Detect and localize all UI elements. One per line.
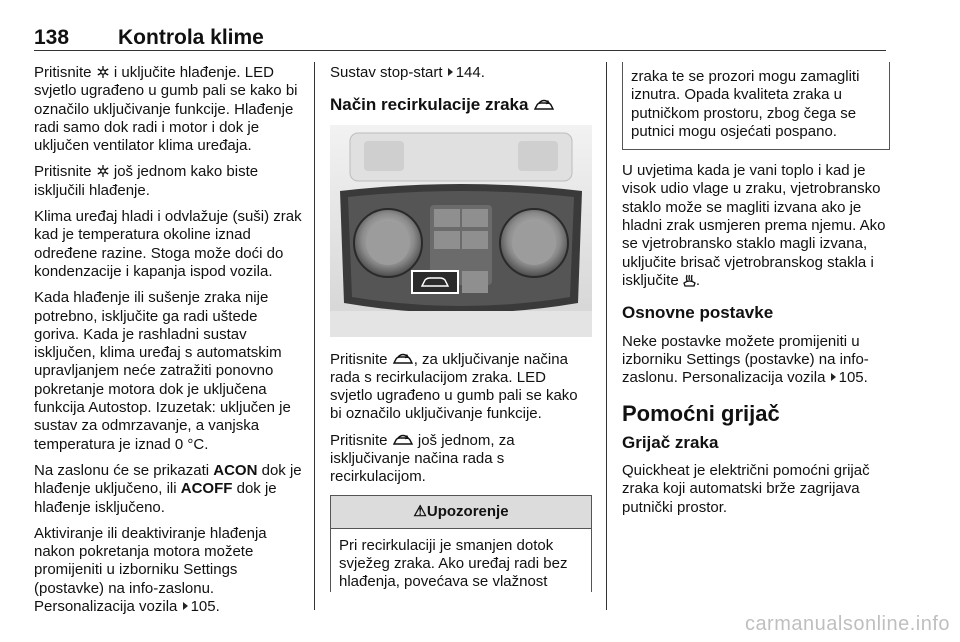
page-number: 138 (34, 26, 70, 49)
page-reference-arrow-icon (831, 373, 836, 381)
paragraph: Pritisnite i uključite hlađenje. LED svjetlo ugrađeno u gumb pali se kako bi označilo uključivanje funkcije. Hlađenje radi samo dok radi i motor i dok je uključen ventilator klima uređaja. (34, 64, 298, 155)
chapter-heading-pomocni-grijac: Pomoćni grijač (622, 401, 780, 427)
section-heading-osnovne-postavke: Osnovne postavke (622, 303, 774, 323)
acoff-label: ACOFF (180, 480, 233, 498)
paragraph: Aktiviranje ili deaktiviranje hlađenja nakon pokretanja motora možete promijeniti u izborniku Settings (postavke) na info-zaslonu. Personalizacija vozila 105. (34, 524, 267, 616)
paragraph: U uvjetima kada je vani toplo i kad je visok udio vlage u zraku, vjetrobransko staklo može se magliti izvana ako je hladni zrak usmjeren prema njemu. Ako se vjetrobransko staklo magli izvana, uključite brisač vjetrobranskog stakla i isključite . (622, 162, 886, 289)
page-reference-arrow-icon (183, 602, 188, 610)
paragraph: Sustav stop-start 144. (330, 64, 485, 81)
snowflake-icon (96, 65, 110, 79)
paragraph: Quickheat je električni pomoćni grijač zraka koji automatski brže zagrijava putnički prostor. (622, 462, 870, 516)
column-2 (330, 64, 592, 592)
paragraph: Pritisnite još jednom, za isključivanje načina rada s recirkulacijom. (330, 431, 515, 486)
snowflake-icon (96, 164, 110, 178)
windshield-defrost-icon (683, 274, 696, 287)
warning-header: ⚠Upozorenje (331, 496, 591, 529)
page-header (34, 26, 886, 56)
page-title: Kontrola klime (118, 26, 264, 49)
page-reference[interactable]: 105. (190, 598, 220, 616)
paragraph: Kada hlađenje ili sušenje zraka nije potrebno, isključite ga radi uštede goriva. Kada je rashladni sustav isključen, klima uređaj s automatskim upravljanjem neće zatražiti ponovno pokretanje motora dok je uključena funkcija Autostop. Izuzetak: uključen je sustav za odmrzavanje, a vanjska temperatura je iznad 0 °C. (34, 289, 291, 453)
paragraph: Neke postavke možete promijeniti u izborniku Settings (postavke) na info-zaslonu. Personalizacija vozila 105. (622, 332, 869, 387)
acon-label: ACON (213, 461, 258, 479)
warning-triangle-icon: ⚠ (413, 502, 427, 520)
recirculation-car-icon (533, 99, 555, 112)
warning-box (330, 495, 592, 592)
section-heading: Način recirkulacije zraka (330, 96, 592, 114)
warning-box-continued: zraka te se prozori mogu zamagliti iznutra. Opada kvaliteta zraka u putničkom prostoru, zbog čega se putnici mogu osjećati pospano. (622, 62, 890, 150)
climate-control-panel-image (330, 125, 592, 337)
page-reference[interactable]: 144. (455, 64, 485, 81)
column-divider (314, 62, 315, 610)
column-1 (34, 64, 302, 624)
recirculation-car-icon (392, 353, 414, 366)
page-reference-arrow-icon (448, 68, 453, 76)
section-heading-grijac-zraka: Grijač zraka (622, 432, 719, 452)
column-divider (606, 62, 607, 610)
paragraph: Klima uređaj hladi i odvlažuje (suši) zrak kad je temperatura okoline iznad određene razine. Stoga može doći do kondenzacije i kapanja ispod vozila. (34, 208, 302, 280)
paragraph: Pritisnite , za uključivanje načina rada s recirkulacijom zraka. LED svjetlo ugrađeno u gumb pali se kako bi označilo uključivanje funkcije. (330, 350, 578, 423)
watermark: carmanualsonline.info (744, 613, 950, 635)
column-3 (622, 64, 890, 525)
header-rule (34, 50, 886, 51)
warning-text: Pri recirkulaciji je smanjen dotok svježeg zraka. Ako uređaj radi bez hlađenja, povećava se vlažnost (339, 536, 568, 591)
paragraph: Pritisnite još jednom kako biste isključili hlađenje. (34, 163, 259, 199)
paragraph: Na zaslonu će se prikazati ACON dok je hlađenje uključeno, ili ACOFF dok je hlađenje isključeno. (34, 461, 302, 516)
recirculation-car-icon (392, 434, 414, 447)
page-reference[interactable]: 105. (838, 369, 868, 387)
